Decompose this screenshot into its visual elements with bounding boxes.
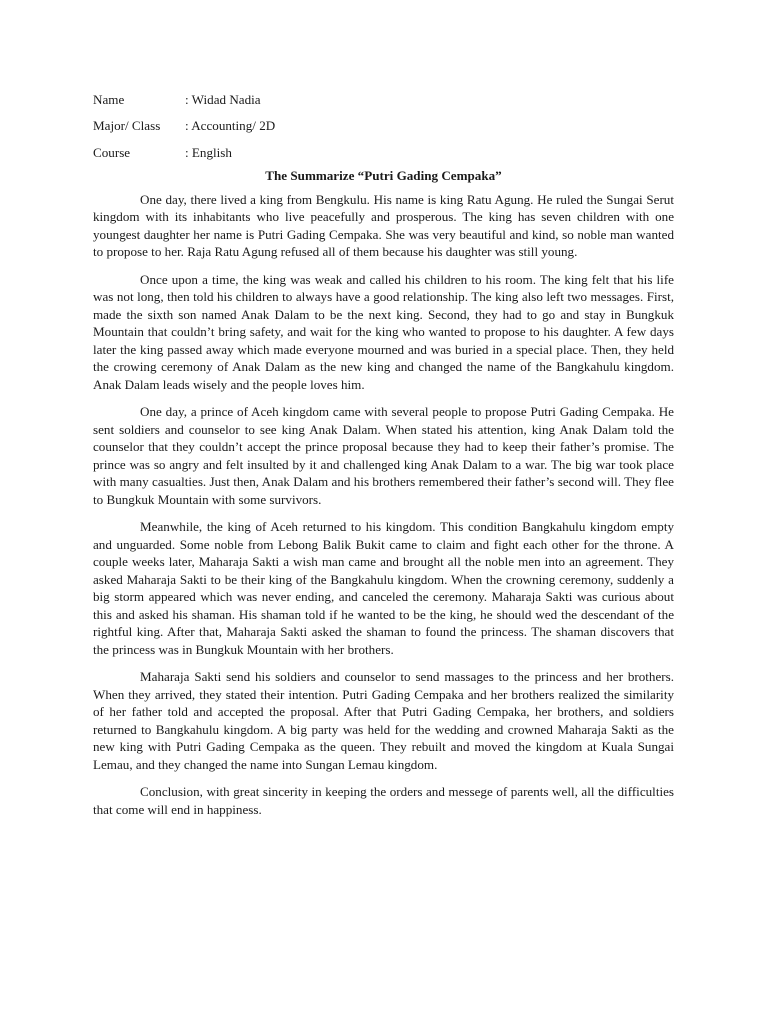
paragraph-5: Maharaja Sakti send his soldiers and counselor to send massages to the princess and her brothers. When they arrived, they stated their intention. Putri Gading Cempaka and her brothers realized the similarity of her father told and accepted the proposal. After that Putri Gading Cempaka, her brothers, and soldiers returned to Bangkahulu kingdom. A big party was held for the wedding and crowned Maharaja Sakti as the new king with Putri Gading Cempaka as the queen. They rebuilt and moved the kingdom at Kuala Sungai Lemau, and they changed the name into Sungan Lemau kingdom. [93, 669, 674, 772]
document-page [93, 86, 674, 828]
course-label: Course [93, 144, 131, 160]
name-label: Name [93, 91, 125, 107]
paragraph-1: One day, there lived a king from Bengkulu. His name is king Ratu Agung. He ruled the Sungai Serut kingdom with its inhabitants who live peacefully and prosperous. The king has seven children with one youngest daughter her name is Putri Gading Cempaka. She was very beautiful and kind, so noble man wanted to propose to her. Raja Ratu Agung refused all of them because his daughter was still young. [93, 191, 674, 259]
name-row [93, 86, 674, 113]
class-label: Major/ Class [93, 118, 161, 133]
paragraph-3: One day, a prince of Aceh kingdom came with several people to propose Putri Gading Cempaka. He sent soldiers and counselor to see king Anak Dalam. When stated his attention, king Anak Dalam told the counselor that they couldn’t accept the prince proposal because they had to keep their father’s promise. The prince was so angry and felt insulted by it and challenged king Anak Dalam to a war. The big war took place with many casualties. Just then, Anak Dalam and his brothers remembered their father’s second will. They flee to Bungkuk Mountain with some survivors. [93, 404, 674, 507]
document-title: The Summarize “Putri Gading Cempaka” [265, 167, 502, 183]
course-value: : English [185, 144, 232, 160]
class-row [93, 113, 674, 140]
course-row [93, 139, 674, 166]
paragraph-4: Meanwhile, the king of Aceh returned to his kingdom. This condition Bangkahulu kingdom empty and unguarded. Some noble from Lebong Balik Bukit came to claim and fight each other for the throne. A couple weeks later, Maharaja Sakti a wish man came and brought all the noble men into an agreement. They asked Maharaja Sakti to be their king of the Bangkahulu kingdom. When the crowning ceremony, suddenly a big storm appeared which was never ending, and canceled the ceremony. Maharaja Sakti was curious about this and asked his shaman. His shaman told if he wanted to be the king, he should wed the descendant of the rightful king. After that, Maharaja Sakti asked the shaman to found the princess. The shaman discovers that the princess was in Bungkuk Mountain with her brothers. [93, 519, 674, 657]
class-value: : Accounting/ 2D [185, 118, 276, 133]
name-value: : Widad Nadia [185, 91, 261, 107]
paragraph-6: Conclusion, with great sincerity in keeping the orders and messege of parents well, all the difficulties that come will end in happiness. [93, 784, 674, 817]
paragraph-2: Once upon a time, the king was weak and called his children to his room. The king felt that his life was not long, then told his children to always have a good relationship. The king also left two messages. First, made the sixth son named Anak Dalam to be the next king. Second, they had to go and stay in Bungkuk Mountain that couldn’t bring safety, and wait for the king who wanted to propose to his daughter. A few days later the king passed away which made everyone mourned and was buried in a special place. Then, they held the crowing ceremony of Anak Dalam as the new king and changed the name of the Bangkahulu kingdom. Anak Dalam leads wisely and the people loves him. [93, 271, 674, 392]
